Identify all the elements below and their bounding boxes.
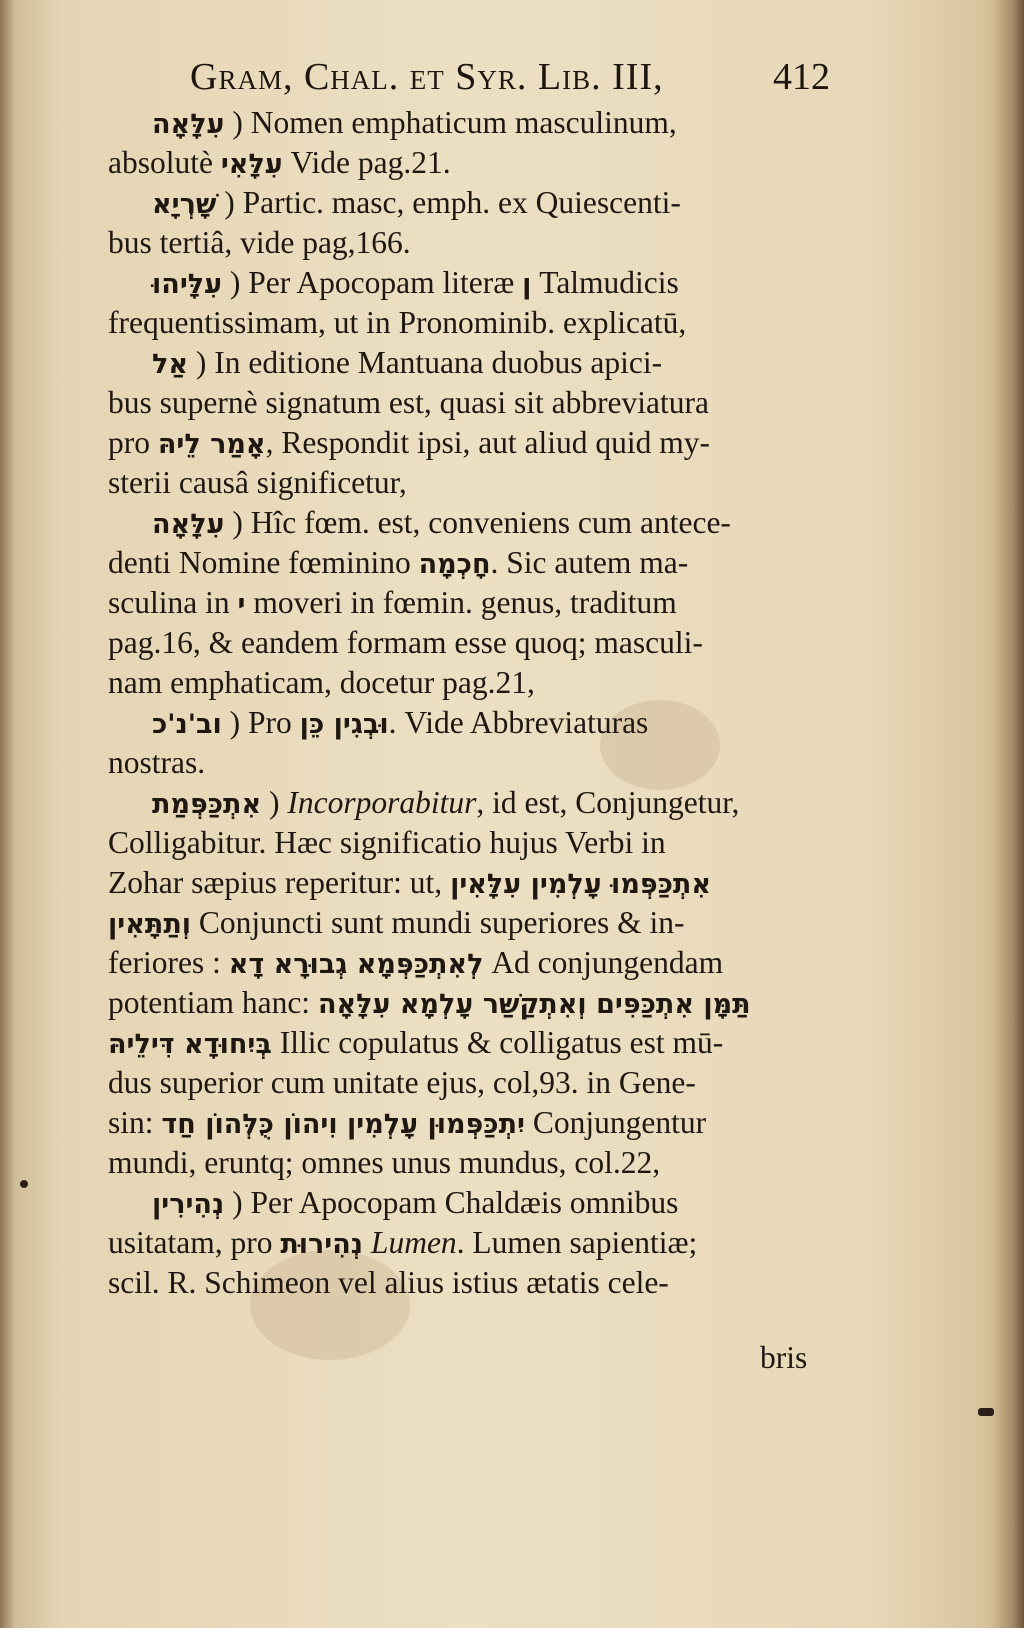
latin-text: ) Nomen emphaticum masculinum, (224, 105, 677, 140)
latin-text: mundi, eruntq; omnes unus mundus, col.22, (108, 1145, 661, 1180)
hebrew-text: לְאִתְכַּפְּמָא גְבוּרָא דָא (228, 949, 484, 980)
italic-text: Lumen (370, 1225, 457, 1260)
hebrew-text: עִלָּאָה (152, 509, 225, 540)
text-line (108, 1263, 836, 1303)
latin-text: sterii causâ significetur, (108, 465, 407, 500)
latin-text: Ad conjungendam (483, 945, 724, 980)
hebrew-text: תַּמָּן אִתְכַּפִּים וְאִתְקַשַּׁר עָלְמָא עִלָּאָה (317, 989, 751, 1020)
text-line (108, 1103, 836, 1143)
latin-text: sculina in (108, 585, 238, 620)
text-line (108, 223, 836, 263)
latin-text: . Lumen sapientiæ; (456, 1225, 698, 1260)
latin-text: denti Nomine fœminino (108, 545, 419, 580)
text-line (108, 423, 836, 463)
text-line (108, 983, 836, 1023)
text-line (108, 743, 836, 783)
text-line (108, 343, 836, 383)
hebrew-text: נְהִירִין (152, 1189, 225, 1220)
latin-text: Vide pag.21. (282, 145, 451, 180)
hebrew-text: שָׁרְיָא (152, 189, 217, 220)
text-line (108, 303, 836, 343)
hebrew-text: וב'נ'כ (152, 709, 222, 740)
latin-text: Talmudicis (531, 265, 679, 300)
text-line (108, 463, 836, 503)
latin-text: ) Partic. masc, emph. ex Quiescenti- (216, 185, 681, 220)
hebrew-text: ן (522, 269, 532, 300)
latin-text: ) Hîc fœm. est, conveniens cum antece- (224, 505, 731, 540)
text-line (108, 1143, 836, 1183)
latin-text: Illic copulatus & colligatus est mū- (271, 1025, 724, 1060)
text-line (108, 143, 836, 183)
latin-text: Conjungentur (524, 1105, 707, 1140)
latin-text: scil. R. Schimeon vel alius istius ætatis cele- (108, 1265, 669, 1300)
hebrew-text: אִתְכַּפְּמַת (152, 789, 262, 820)
latin-text: potentiam hanc: (108, 985, 318, 1020)
hebrew-text: עִלָּאָה (152, 109, 225, 140)
latin-text: absolutè (108, 145, 221, 180)
latin-text: ) In editione Mantuana duobus apici- (188, 345, 663, 380)
hebrew-text: עִלָּיהוּ (152, 269, 223, 300)
latin-text: . Sic autem ma- (490, 545, 689, 580)
hebrew-text: וּבְגִין כֵּן (299, 709, 389, 740)
latin-text: pag.16, & eandem formam esse quoq; masculi- (108, 625, 703, 660)
text-line (108, 943, 836, 983)
latin-text: frequentissimam, ut in Pronominib. explicatū, (108, 305, 687, 340)
hebrew-text: עִלָּאִי (220, 149, 283, 180)
text-line (108, 543, 836, 583)
text-line (108, 503, 836, 543)
latin-text: ) Per Apocopam literæ (222, 265, 523, 300)
hebrew-text: אַל (152, 349, 188, 380)
page-edge-shadow (994, 0, 1024, 1628)
latin-text: Conjuncti sunt mundi superiores & in- (191, 905, 685, 940)
latin-text: sin: (108, 1105, 162, 1140)
text-line (108, 783, 836, 823)
page-number: 412 (773, 56, 830, 98)
margin-dot (20, 1180, 28, 1188)
text-line (108, 823, 836, 863)
text-line (108, 663, 836, 703)
hebrew-text: וְתַתָּאִין (108, 909, 192, 940)
hebrew-text: אִתְכַּפְּמוּ עָלְמִין עִלָּאִין (450, 869, 712, 900)
latin-text: ) Pro (221, 705, 300, 740)
catchword: bris (760, 1340, 808, 1375)
text-line (108, 1183, 836, 1223)
latin-text: , id est, Conjungetur, (476, 785, 740, 820)
latin-text: moveri in fœmin. genus, traditum (245, 585, 677, 620)
text-line (108, 1063, 836, 1103)
page-gutter-shadow (0, 0, 14, 1628)
text-line (108, 183, 836, 223)
text-line (108, 1223, 836, 1263)
latin-text: usitatam, pro (108, 1225, 281, 1260)
latin-text: bus supernè signatum est, quasi sit abbreviatura (108, 385, 709, 420)
hebrew-text: בְּיִחוּדָא דִּילֵיהּ (108, 1029, 272, 1060)
latin-text: nam emphaticam, docetur pag.21, (108, 665, 535, 700)
latin-text: . Vide Abbreviaturas (388, 705, 649, 740)
text-line (108, 623, 836, 663)
latin-text: dus superior cum unitate ejus, col,93. in Gene- (108, 1065, 696, 1100)
text-line (108, 703, 836, 743)
latin-text: feriores : (108, 945, 229, 980)
latin-text: Colligabitur. Hæc significatio hujus Verbi in (108, 825, 666, 860)
running-header (190, 55, 830, 101)
hebrew-text: אָמַר לֵיהּ (157, 429, 266, 460)
text-line (108, 263, 836, 303)
latin-text: nostras. (108, 745, 206, 780)
body-text (108, 103, 836, 1303)
latin-text (363, 1225, 371, 1260)
text-line (108, 903, 836, 943)
hebrew-text: נְהִירוּת (280, 1229, 364, 1260)
running-title: Gram, Chal. et Syr. Lib. III, (190, 56, 664, 98)
hebrew-text: חָכְמָה (418, 549, 491, 580)
italic-text: Incorporabitur (287, 785, 477, 820)
latin-text: ) Per Apocopam Chaldæis omnibus (224, 1185, 679, 1220)
latin-text: , Respondit ipsi, aut aliud quid my- (265, 425, 711, 460)
text-line (108, 103, 836, 143)
hebrew-text: יִתְכַּפְּמוּן עָלְמִין וִיהוֹן כֻּלְּהוֹן חַד (161, 1109, 525, 1140)
text-line (108, 1023, 836, 1063)
text-line (108, 583, 836, 623)
text-line (108, 383, 836, 423)
latin-text: ) (261, 785, 288, 820)
margin-mark (978, 1408, 994, 1416)
text-line (108, 863, 836, 903)
latin-text: Zohar sæpius reperitur: ut, (108, 865, 451, 900)
hebrew-text: י (237, 589, 246, 620)
latin-text: pro (108, 425, 158, 460)
latin-text: bus tertiâ, vide pag,166. (108, 225, 411, 260)
